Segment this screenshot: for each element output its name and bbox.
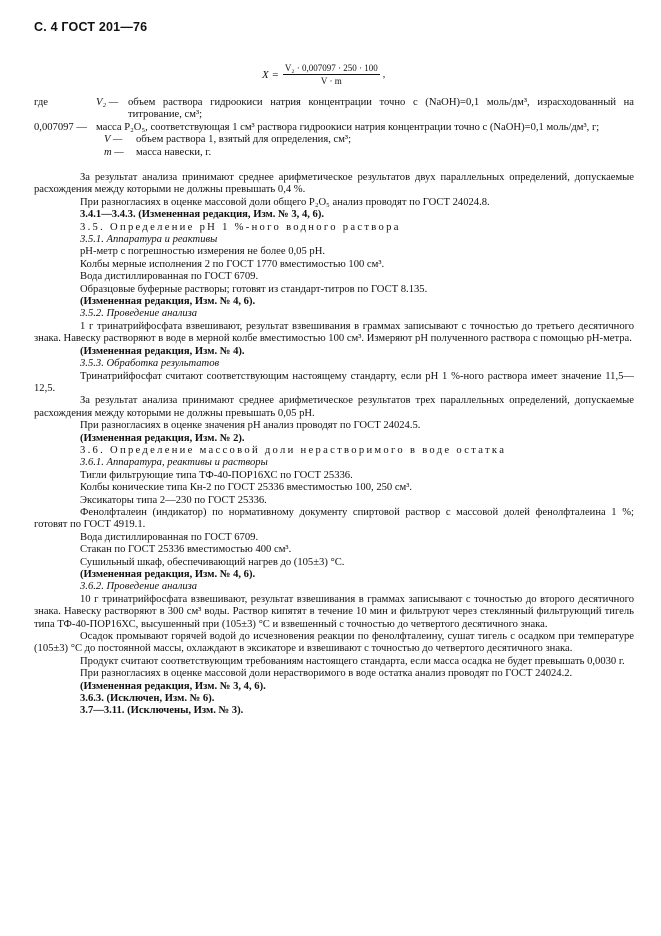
def-m	[34, 147, 634, 159]
paragraph: Эксикаторы типа 2—230 по ГОСТ 25336.	[80, 494, 267, 506]
def-k-text: масса P₂O₅, соответствующая 1 см³ раствора гидроокиси натрия концентрации точно c (NaOH)=0,1 моль/дм³, г;	[96, 121, 600, 133]
paragraph: 10 г тринатрийфосфата взвешивают, результат взвешивания в граммах записывают с точностью до второго десятичного знака. Навеску растворяют в 300 см³ воды. Раствор кипятят в течение 10 мин и фильтруют через стеклянный фильтрующий тигель типа ТФ-40-ПОР16ХС, высушенный при (105±3) °С и взвешенный с точностью до четвертого десятичного знака.	[34, 593, 634, 630]
where-label: где	[34, 97, 48, 108]
def-m-symbol: m —	[104, 146, 124, 158]
def-v2-symbol: V₂ —	[96, 97, 119, 108]
paragraph: При разногласиях в оценке массовой доли нерастворимого в воде остатка анализ проводят по ГОСТ 24024.2.	[80, 668, 573, 680]
amendment-note: (Измененная редакция, Изм. № 4, 6).	[80, 569, 256, 580]
amendment-note: 3.4.1—3.4.3. (Измененная редакция, Изм. № 3, 4, 6).	[80, 209, 325, 221]
subsection-heading: 3.5.2. Проведение анализа	[80, 308, 198, 320]
amendment-note: (Измененная редакция, Изм. № 3, 4, 6).	[80, 680, 266, 692]
paragraph: 1 г тринатрийфосфата взвешивают, результат взвешивания в граммах записывают с точностью до третьего десятичного знака. Навеску растворяют в воде в мерной колбе вместимостью 100 см³. Измеряют рН полученного раствора с помощью рН-метра.	[34, 320, 634, 345]
body-text	[34, 172, 634, 718]
paragraph: Фенолфталеин (индикатор) по нормативному документу спиртовой раствор с массовой долей фенолфталеина 1 %; готовят по ГОСТ 4919.1.	[34, 506, 634, 531]
formula	[262, 63, 385, 86]
def-k-symbol: 0,007097 —	[34, 121, 87, 133]
paragraph: Колбы конические типа Кн-2 по ГОСТ 25336 вместимостью 100, 250 см³.	[80, 482, 413, 494]
def-v2-text: объем раствора гидроокиси натрия концентрации точно c (NaOH)=0,1 моль/дм³, израсходованный на титрование, см³;	[128, 97, 634, 121]
formula-fraction	[283, 63, 380, 86]
page-header: С. 4 ГОСТ 201—76	[34, 20, 148, 34]
paragraph: Осадок промывают горячей водой до исчезновения реакции по фенолфталеину, сушат тигель с осадком при температуре (105±3) °С до постоянной массы, охлаждают в эксикаторе и взвешивают с точностью до четвертого десятичного знака.	[34, 631, 634, 655]
paragraph: При разногласиях в оценке значения рН анализ проводят по ГОСТ 24024.5.	[80, 420, 421, 432]
paragraph: За результат анализа принимают среднее арифметическое результатов трех параллельных определений, допускаемые расхождения между которыми не должны превышать 0,05 рН.	[34, 395, 634, 419]
def-v-text: объем раствора 1, взятый для определения, см³;	[136, 134, 352, 146]
paragraph: Тринатрийфосфат считают соответствующим настоящему стандарту, если рН 1 %-ного раствора имеет значение 11,5—12,5.	[34, 370, 634, 394]
paragraph: За результат анализа принимают среднее арифметическое результатов двух параллельных определений, допускаемые расхождения между которыми не должны превышать 0,4 %.	[34, 172, 634, 196]
subsection-heading: 3.5.1. Аппаратура и реактивы	[80, 234, 218, 246]
def-v-symbol: V —	[104, 134, 123, 146]
amendment-note: (Измененная редакция, Изм. № 2).	[80, 432, 245, 444]
amendment-note: 3.6.3. (Исключен, Изм. № 6).	[80, 693, 215, 705]
def-v	[34, 134, 634, 146]
subsection-heading: 3.5.3. Обработка результатов	[80, 358, 220, 370]
formula-tail: ,	[382, 69, 386, 80]
def-k	[34, 122, 634, 134]
amendment-note: 3.7—3.11. (Исключены, Изм. № 3).	[80, 705, 244, 717]
formula-lhs: X =	[262, 68, 279, 81]
formula-numerator: V₂ · 0,007097 · 250 · 100	[284, 63, 378, 73]
paragraph: Вода дистиллированная по ГОСТ 6709.	[80, 531, 259, 543]
amendment-note: (Измененная редакция, Изм. № 4, 6).	[80, 296, 256, 308]
amendment-note: (Измененная редакция, Изм. № 4).	[80, 345, 245, 357]
paragraph: Продукт считают соответствующим требованиям настоящего стандарта, если масса осадка не будет превышать 0,0030 г.	[80, 655, 625, 667]
def-v2	[34, 97, 634, 122]
paragraph: При разногласиях в оценке массовой доли общего P₂O₅ анализ проводят по ГОСТ 24024.8.	[80, 196, 490, 208]
paragraph: Сушильный шкаф, обеспечивающий нагрев до (105±3) °С.	[80, 556, 345, 568]
paragraph: рН-метр с погрешностью измерения не более 0,05 рН.	[80, 246, 326, 258]
paragraph: Тигли фильтрующие типа ТФ-40-ПОР16ХС по ГОСТ 25336.	[80, 469, 353, 481]
paragraph: Стакан по ГОСТ 25336 вместимостью 400 см³.	[80, 544, 292, 556]
paragraph: Вода дистиллированная по ГОСТ 6709.	[80, 271, 259, 283]
section-heading: 3.5. Определение рН 1 %-ного водного раствора	[80, 221, 401, 233]
subsection-heading: 3.6.1. Аппаратура, реактивы и растворы	[80, 457, 268, 469]
subsection-heading: 3.6.2. Проведение анализа	[80, 581, 198, 593]
section-heading: 3.6. Определение массовой доли нерастворимого в воде остатка	[80, 444, 507, 456]
definitions	[34, 97, 634, 159]
formula-denominator: V · m	[320, 76, 342, 86]
paragraph: Образцовые буферные растворы; готовят из стандарт-титров по ГОСТ 8.135.	[80, 283, 428, 295]
paragraph: Колбы мерные исполнения 2 по ГОСТ 1770 вместимостью 100 см³.	[80, 258, 385, 270]
def-m-text: масса навески, г.	[136, 146, 212, 158]
